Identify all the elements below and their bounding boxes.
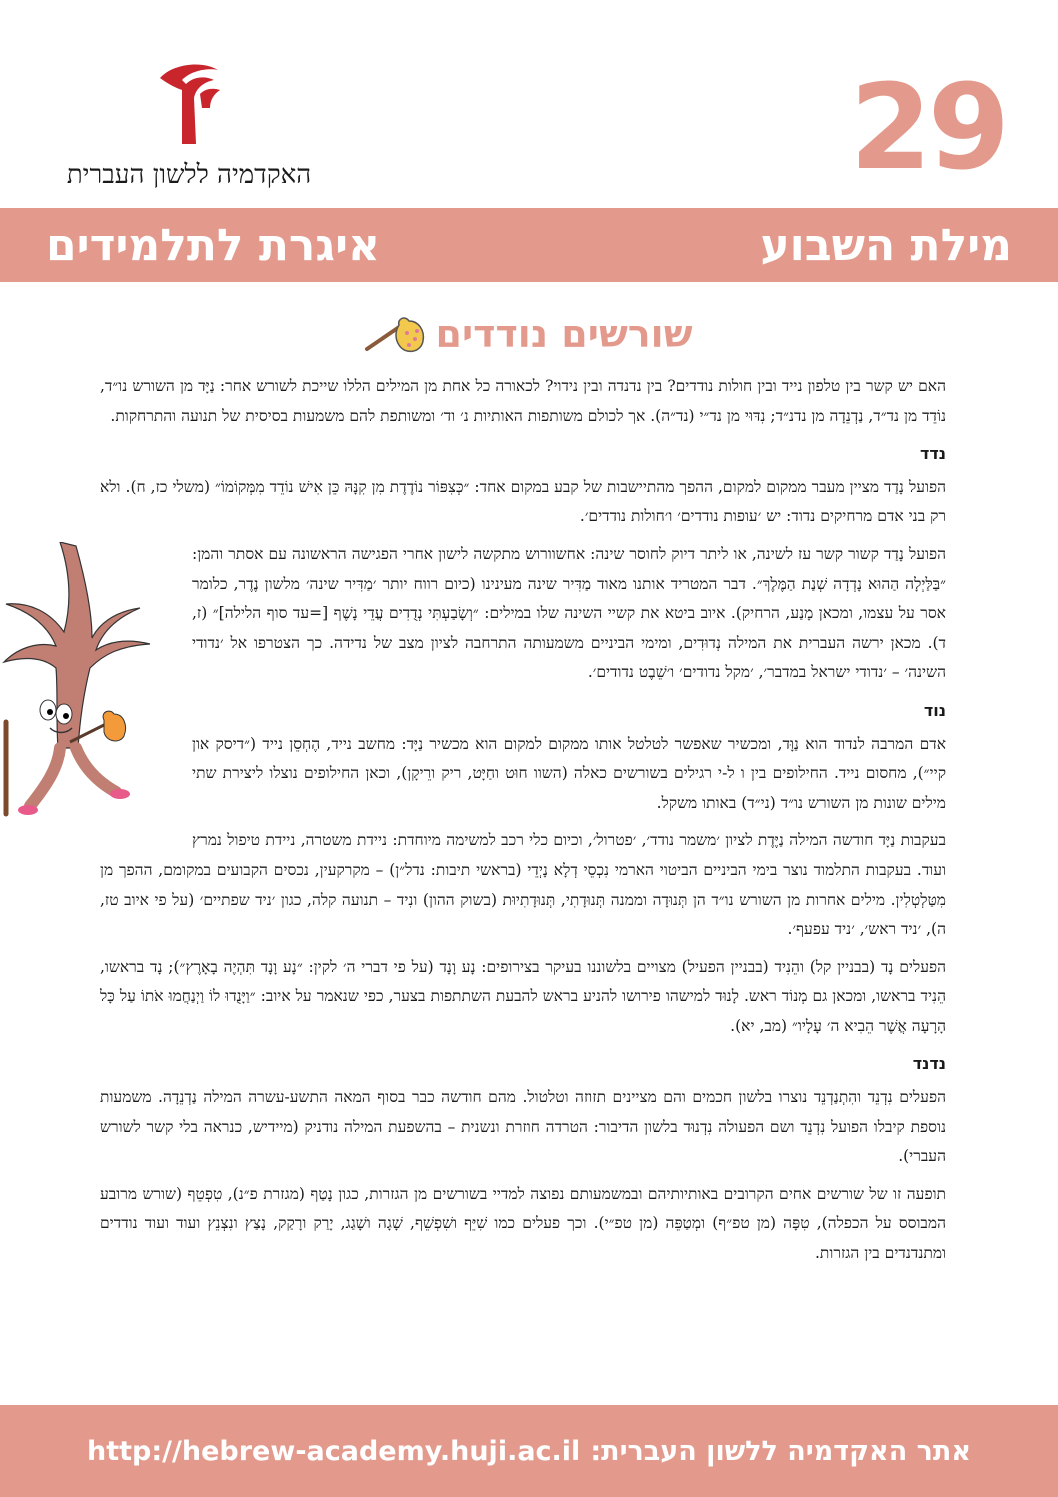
section-nadad-paragraph-2: הפועל נָדַד קשור קשר עז לשינה, או ליתר דיוק לחוסר שינה: אחשוורוש מתקשה לישון אחרי הפגישה הראשונה עם אסתר והמן: ״בַּלַּיְלָה הַהוּא נָדְדָה שְׁנַת הַמֶּלֶךְ״. דבר המטריד אותנו מאוד מַדִּיר שינה מעינינו (כיום רווח יותר ׳מַדִּיר שינה׳ מלשון נֶדֶר, כלומר אסר על עצמו, ומכאן מָנַע, הרחיק). איוב ביטא את קשיי השינה שלו במילים: ״וְשָׂבַעְתִּי נְדֻדִים עֲדֵי נָשֶׁף [=עד סוף הלילה]״ (ז, ד). מכאן ירשה העברית את המילה נְדוּדִים, ומימי הביניים משמעותה התרחבה לציון מצב של נדידה. כך הצטרפו אל ׳נדודי השינה׳ – ׳נדודי ישראל במדבר׳, ׳מקל נדודים׳ ו׳שֵׁבֶט נדודים׳.	[192, 544, 946, 682]
article-title: שורשים נודדים	[435, 312, 693, 356]
section-nod-paragraph-1: אדם המרבה לנדוד הוא נַוָּד, ומכשיר שאפשר לטלטל אותו ממקום למקום הוא מכשיר נַיָּד: מחשב נייד, הֶחְסֵן נייד (״דיסק און קיי״), מחסום נייד. החילופים בין ו ל-י רגילים בשורשים כאלה (השוו חוּט וחַיָּט, ריק ורֵיקָן), וכאן החילופים נוצלו ליצירת שתי מילים שונות מן השורש נו״ד (ני״ד) באותו משקל.	[192, 734, 946, 812]
banner-student-letter: איגרת לתלמידים	[46, 219, 381, 271]
academy-emblem-icon	[152, 60, 224, 150]
banner-word-of-week: מילת השבוע	[760, 219, 1012, 271]
footer-url-link[interactable]: http://hebrew-academy.huji.ac.il	[87, 1435, 581, 1467]
section-heading-nod: נוד	[923, 700, 946, 720]
academy-name: האקדמיה ללשון העברית	[66, 160, 312, 190]
section-nidned-paragraph-1: הפעלים נִדְנֵד והִתְנַדְנֵד נוצרו בלשון חכמים והם מציינים תזוזה וטלטול. מהם חודשה כבר בסוף המאה התשע-עשרה המילה נַדְנֵדָה. משמעות נוספת קיבלו הפועל נִדְנֵד ושם הפעולה נִדְנוּד בלשון הדיבור: הטרדה חוזרת ונשנית – בהשפעת המילה נודניק (מיידיש, כנראה בלי קשר לשורש העברי).	[100, 1088, 946, 1166]
intro-paragraph: האם יש קשר בין טלפון נייד ובין חולות נודדים? בין נדנדה ובין נידוי? לכאורה כל אחת מן המילים הללו שייכת לשורש אחר: נַיָּד מן השורש נו״ד, נוֹדֵד מן נד״ד, נַדְנֵדָה מן נדנ״ד; נִדּוּי מן נד״י (נד״ה). אך לכולם משותפות האותיות נ׳ וד׳ ומשותפת להם משמעות בסיסית של תנועה והתרחקות.	[100, 377, 946, 425]
issue-number: 29	[849, 58, 1006, 196]
section-heading-nadad: נדד	[919, 444, 946, 464]
section-heading-nidned: נדנד	[912, 1054, 946, 1074]
header-banner	[0, 208, 1058, 282]
footer-label: אתר האקדמיה ללשון העברית:	[590, 1435, 972, 1467]
academy-logo	[44, 60, 334, 190]
bindle-icon	[365, 311, 427, 357]
article-body	[100, 372, 946, 1277]
section-nod-paragraph-2: בעקבות נַיָּד חודשה המילה נַיֶּדֶת לציון ׳משמר נודד׳, ׳פטרול׳, וכיום כלי רכב למשימה מיוחדת: ניידת משטרה, ניידת טיפול נמרץ ועוד. בעקבות התלמוד נוצר בימי הביניים הביטוי הארמי נִכְסֵי דְלָא נָיְדֵי (בראשי תיבות: נדל״ן) – מקרקעין, נכסים הקבועים במקומם, ההפך מן מִטַּלְטְלִין. מילים אחרות מן השורש נו״ד הן תְּנוּדָה וממנה תְּנוּדָתִי, תְּנוּדָתִיוּת (בשוק ההון) ונִיד – תנועה קלה, כגון ׳ניד שפתיים׳ (על פי איוב טז, ה), ׳ניד ראש׳, ׳ניד עפעף׳.	[100, 831, 946, 939]
footer-banner	[0, 1405, 1058, 1497]
closing-paragraph: תופעה זו של שורשים אחים הקרובים באותיותיהם ובמשמעותם נפוצה למדיי בשורשים מן הגזרות, כגון נָטַף (מגזרת פ״נ), טִפְטֵף (שורש מרובע המבוסס על הכפלה), טִפָּה (מן טפ״ף) ומְטַפֵּה (מן טפ״י). וכך פעלים כמו שִׁיֵּף ושִׁפְשֵׁף, שָׁגָה ושָׁגַג, יָרַק ורָקַק, נָצַץ ונִצְנֵץ ועוד ועוד נודדים ומתנדנדים בין הגזרות.	[100, 1184, 946, 1263]
wandering-root-illustration	[0, 542, 180, 828]
section-nadad-paragraph-1: הפועל נָדַד מציין מעבר ממקום למקום, ההפך מהתיישבות של קבע במקום אחד: ״כְּצִפּוֹר נוֹדֶדֶת מִן קִנָּהּ כֵּן אִישׁ נוֹדֵד מִמְּקוֹמוֹ״ (משלי כז, ח). ולא רק בני אדם מרחיקים נדוד: יש ׳עופות נודדים׳ ו׳חולות נודדים׳.	[100, 477, 946, 526]
section-nod-paragraph-3: הפעלים נָד (בבניין קל) והֵנִיד (בבניין הפעיל) מצויים בלשוננו בעיקר בצירופים: נָע וָנָד (על פי דברי ה׳ לקין: ״נָע וָנָד תִּהְיֶה בָאָרֶץ״); נָד בראשו, הֵנִיד בראשו, ומכאן גם מְנוֹד ראש. לָנוּד למישהו פירושו להניע בראש להבעת השתתפות בצער, כפי שנאמר על איוב: ״וַיָּנֻדוּ לוֹ וַיְנַחֲמוּ אֹתוֹ עַל כָּל הָרָעָה אֲשֶׁר הֵבִיא ה׳ עָלָיו״ (מב, יא).	[100, 957, 946, 1035]
article-title-row	[0, 306, 1058, 362]
